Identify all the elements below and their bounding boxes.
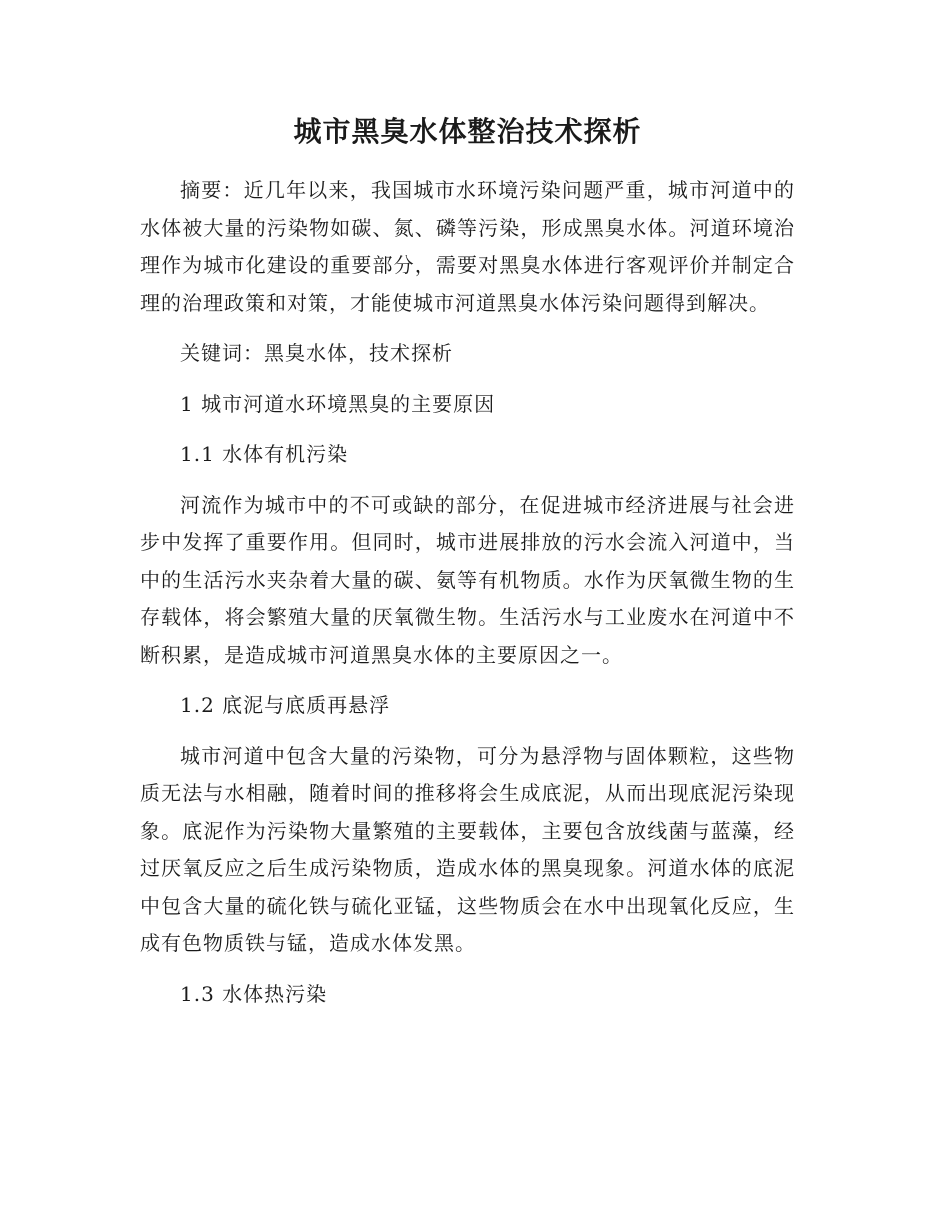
paragraph-1-1: 河流作为城市中的不可或缺的部分，在促进城市经济进展与社会进步中发挥了重要作用。但同时，城市进展排放的污水会流入河道中，当中的生活污水夹杂着大量的碳、氨等有机物质。水作为厌氧微生物的生存载体，将会繁殖大量的厌氧微生物。生活污水与工业废水在河道中不断积累，是造成城市河道黑臭水体的主要原因之一。 <box>140 492 795 667</box>
section-heading-1-1: 1.1 水体有机污染 <box>180 442 349 466</box>
abstract-paragraph: 摘要：近几年以来，我国城市水环境污染问题严重，城市河道中的水体被大量的污染物如碳、氮、磷等污染，形成黑臭水体。河道环境治理作为城市化建设的重要部分，需要对黑臭水体进行客观评价并制定合理的治理政策和对策，才能使城市河道黑臭水体污染问题得到解决。 <box>140 178 795 315</box>
section-heading-1-2: 1.2 底泥与底质再悬浮 <box>180 693 391 717</box>
document-title: 城市黑臭水体整治技术探析 <box>293 115 642 148</box>
section-heading-1: 1 城市河道水环境黑臭的主要原因 <box>180 391 496 416</box>
paragraph-1-2: 城市河道中包含大量的污染物，可分为悬浮物与固体颗粒，这些物质无法与水相融，随着时间的推移将会生成底泥，从而出现底泥污染现象。底泥作为污染物大量繁殖的主要载体，主要包含放线菌与蓝藻，经过厌氧反应之后生成污染物质，造成水体的黑臭现象。河道水体的底泥中包含大量的硫化铁与硫化亚锰，这些物质会在水中出现氧化反应，生成有色物质铁与锰，造成水体发黑。 <box>140 743 795 955</box>
section-heading-1-3: 1.3 水体热污染 <box>180 981 328 1006</box>
keywords-line: 关键词：黑臭水体，技术探析 <box>180 341 453 365</box>
document-page <box>140 110 795 1013</box>
